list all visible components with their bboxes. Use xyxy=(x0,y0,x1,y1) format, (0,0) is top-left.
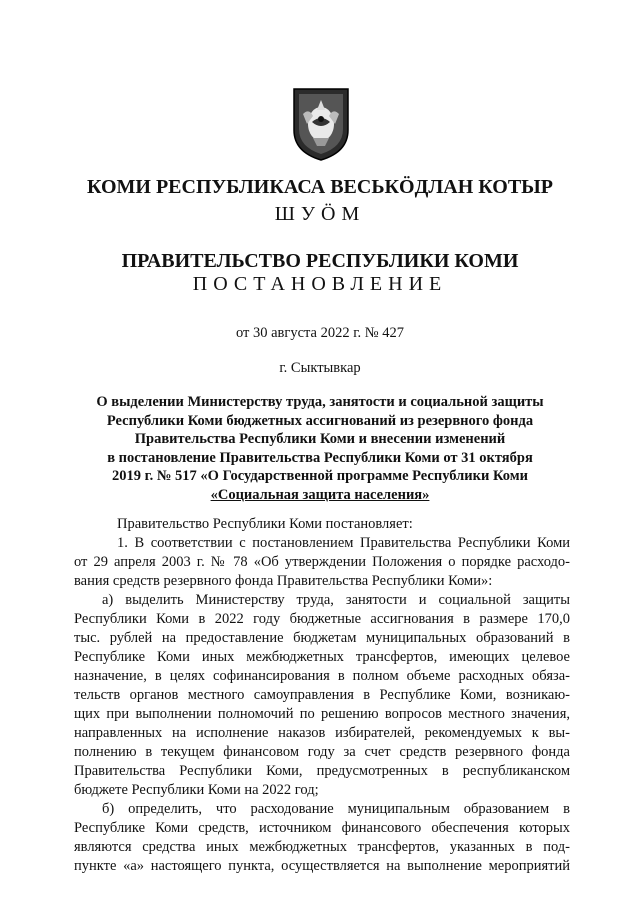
body-line: а) выделить Министерству труда, занятости и социальной защиты xyxy=(102,592,570,608)
body-line: полнению в текущем финансовом году за счет средств резервного фонда xyxy=(74,744,570,760)
body-line: направленных на исполнение наказов избирателей, рекомендуемых к вы- xyxy=(74,725,570,741)
russian-document-type: ПОСТАНОВЛЕНИЕ xyxy=(192,273,448,295)
title-line: Республики Коми бюджетных ассигнований из резервного фонда xyxy=(106,412,534,429)
body-line: Правительство Республики Коми постановляет: xyxy=(117,516,413,532)
body-line: вания средств резервного фонда Правительства Республики Коми»: xyxy=(74,573,493,589)
document-city: г. Сыктывкар xyxy=(279,360,361,376)
body-line: пункте «а» настоящего пункта, осуществляется на выполнение мероприятий xyxy=(74,858,570,874)
title-line: О выделении Министерству труда, занятости и социальной защиты xyxy=(96,394,544,410)
body-line: Республике Коми иных межбюджетных трансфертов, имеющих целевое xyxy=(74,649,570,665)
body-line: 1. В соответствии с постановлением Правительства Республики Коми xyxy=(117,535,570,551)
title-line: 2019 г. № 517 «О Государственной программе Республики Коми xyxy=(112,468,528,484)
body-line: бюджете Республики Коми на 2022 год; xyxy=(74,782,319,798)
body-line: б) определить, что расходование муниципальным образованием в xyxy=(102,801,570,817)
body-line: щих при выполнении полномочий по решению вопросов местного значения, xyxy=(74,706,570,722)
title-line: «Социальная защита населения» xyxy=(210,486,430,503)
document-date-number: от 30 августа 2022 г. № 427 xyxy=(235,325,405,341)
body-line: Республики Коми в 2022 году бюджетные ассигнования в размере 170,0 xyxy=(74,611,570,627)
russian-government-name: ПРАВИТЕЛЬСТВО РЕСПУБЛИКИ КОМИ xyxy=(121,250,519,272)
body-line: Республике Коми средств, источником финансового обеспечения которых xyxy=(74,820,570,836)
body-line: назначение, в целях софинансирования в полном объеме расходных обяза- xyxy=(74,668,570,684)
body-line: от 29 апреля 2003 г. № 78 «Об утверждении Положения о порядке расходо- xyxy=(74,554,570,570)
title-line: в постановление Правительства Республики Коми от 31 октября xyxy=(107,449,533,466)
body-line: Правительства Республики Коми, предусмотренных в республиканском xyxy=(74,763,570,779)
komi-document-type: ШУӦМ xyxy=(274,203,366,225)
body-line: тельств органов местного самоуправления в Республике Коми, возникаю- xyxy=(74,687,570,703)
title-line: Правительства Республики Коми и внесении изменений xyxy=(134,431,506,447)
document-body xyxy=(74,515,570,876)
body-line: тыс. рублей на предоставление бюджетам муниципальных образований в xyxy=(74,630,570,646)
komi-coat-of-arms-icon xyxy=(291,86,351,162)
komi-government-name: КОМИ РЕСПУБЛИКАСА ВЕСЬКӦДЛАН КОТЫР xyxy=(86,176,554,198)
body-line: являются средства иных межбюджетных трансфертов, указанных в под- xyxy=(74,839,570,855)
document-title xyxy=(60,393,580,504)
